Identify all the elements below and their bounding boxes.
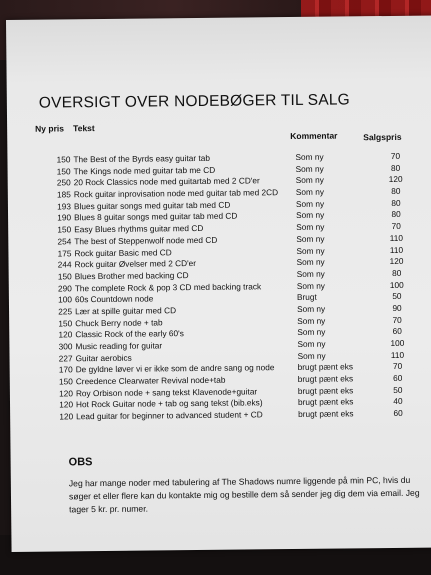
list-item: 100 60s Countdown node Brugt 50 [58,291,402,305]
list-item: 250 20 Rock Classics node med guitartab med 2 CD'er Som ny 120 [56,174,403,188]
list-item: 225 Lær at spille guitar med CD Som ny 90 [58,302,402,317]
list-item: 185 Rock guitar inprovisation node med guitar tab med 2CD Som ny 80 [56,185,401,200]
list-item: 150 Easy Blues rhythms guitar med CD Som ny 70 [57,221,401,235]
paper-sheet [6,15,431,551]
list-item: 120 Hot Rock Guitar node + tab og sang tekst (bib.eks) brugt pænt eks 40 [59,396,403,410]
list-item: 254 The best of Steppenwolf node med CD Som ny 110 [57,232,403,247]
header-sale-price: Salgspris [363,131,402,143]
list-item: 193 Blues guitar songs med guitar tab med CD Som ny 80 [57,197,401,212]
header-text: Tekst [73,123,95,134]
list-item: 244 Rock guitar Øvelser med 2 CD'er Som ny 120 [57,256,404,270]
list-item: 227 Guitar aerobics Som ny 110 [58,349,405,364]
list-item: 120 Roy Orbison node + sang tekst Klavenode+guitar brugt pænt eks 50 [59,384,403,399]
list-item: 190 Blues 8 guitar songs med guitar tab med CD Som ny 80 [57,209,401,223]
list-item: 150 Chuck Berry node + tab Som ny 70 [58,314,402,329]
price-list [40,151,428,424]
obs-paragraph: Jeg har mange noder med tabulering af The Shadows numre liggende på min PC, hvis du søger et eller flere kan du kontakte mig og bestille dem så sender jeg dig dem via email. Jeg tager 5 kr. pr. numer. [68,474,420,515]
list-item: 150 Blues Brother med backing CD Som ny 80 [57,267,402,282]
obs-heading: OBS [68,456,93,469]
header-comment: Kommentar [290,130,338,142]
list-item: 120 Lead guitar for beginner to advanced student + CD brugt pænt eks 60 [59,407,403,422]
list-item: 175 Rock guitar Basic med CD Som ny 110 [57,244,404,258]
list-item: 150 The Best of the Byrds easy guitar tab Som ny 70 [56,150,401,165]
list-item: 120 Classic Rock of the early 60's Som ny 60 [58,326,402,340]
list-item: 170 De gyldne løver vi er ikke som de andre sang og node brugt pænt eks 70 [58,361,403,375]
list-item: 150 Creedence Clearwater Revival node+tab brugt pænt eks 60 [58,372,403,387]
list-item: 150 The Kings node med guitar tab me CD Som ny 80 [56,162,401,177]
header-price: Ny pris [35,123,65,134]
page-title: OVERSIGT OVER NODEBØGER TIL SALG [38,91,350,112]
list-item: 290 The complete Rock & pop 3 CD med backing track Som ny 100 [57,279,404,294]
list-item: 300 Music reading for guitar Som ny 100 [58,337,405,352]
